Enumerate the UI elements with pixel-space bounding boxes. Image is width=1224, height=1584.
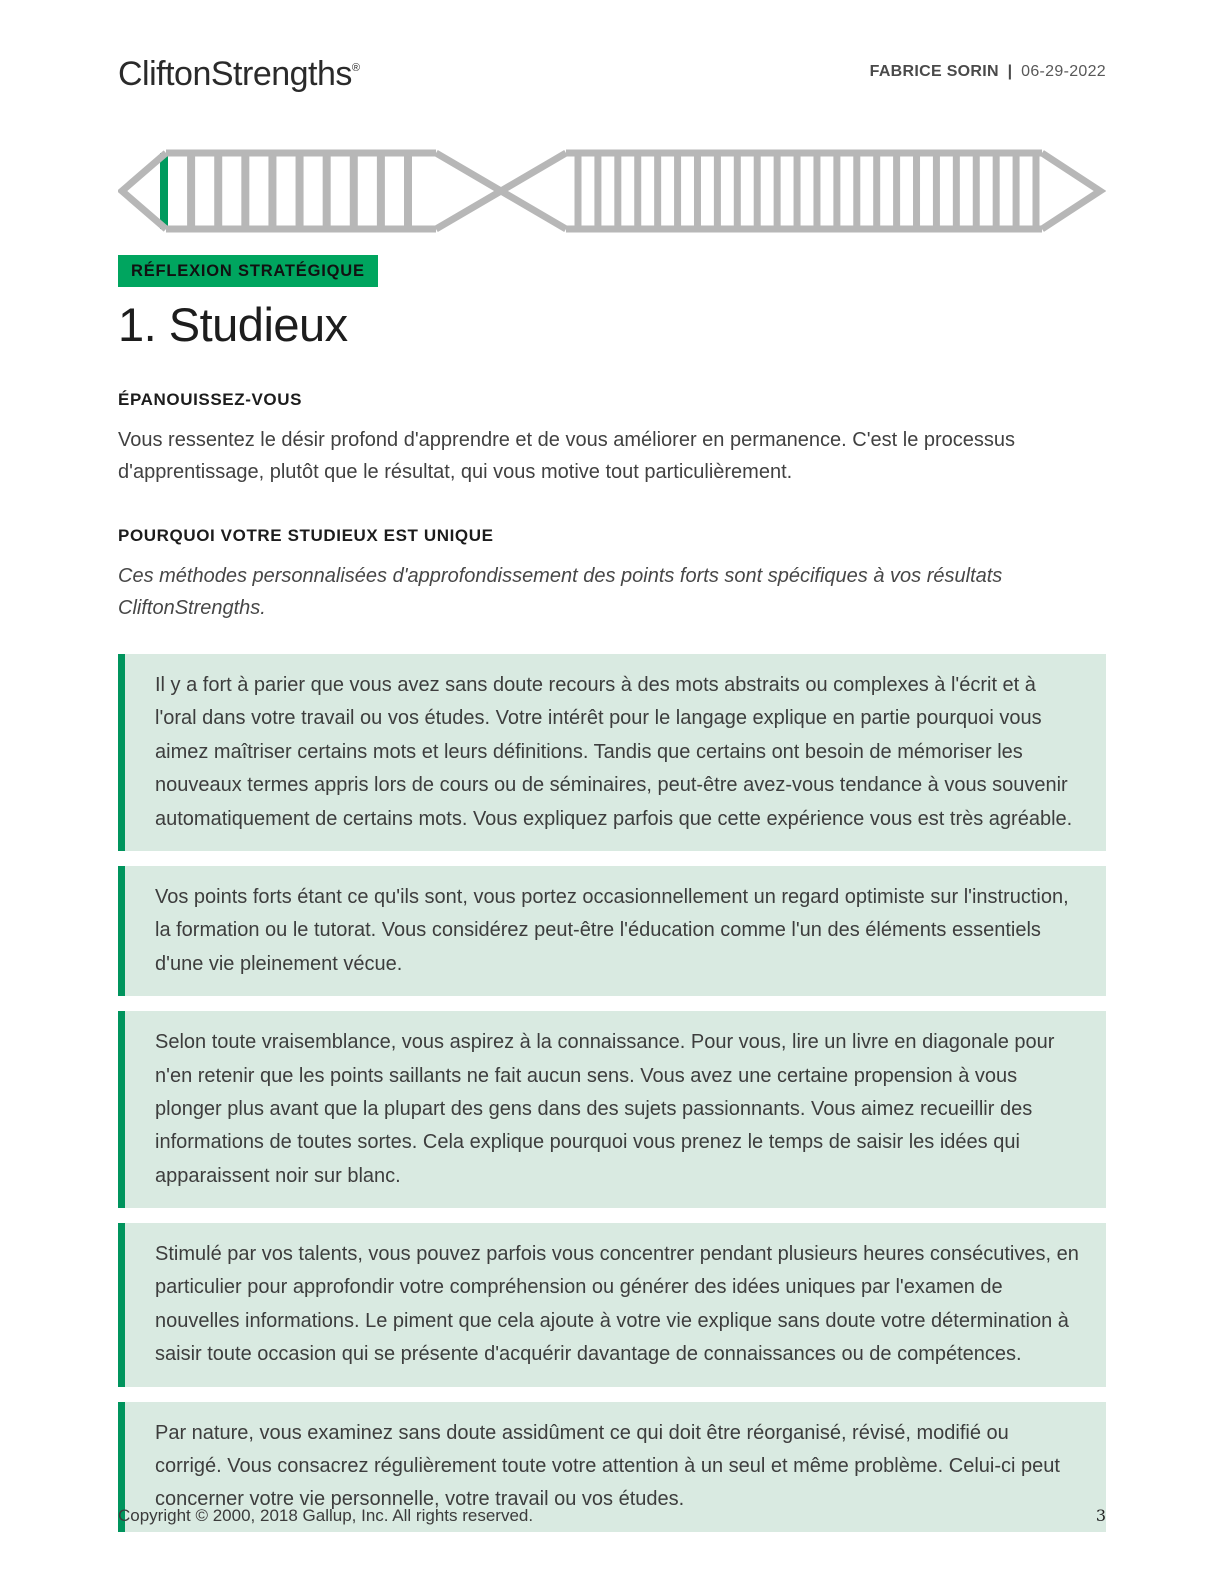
section-body-unique: Ces méthodes personnalisées d'approfondissement des points forts sont spécifiques à vos résultats CliftonStrengths. <box>118 565 1003 619</box>
section-heading-unique: POURQUOI VOTRE STUDIEUX EST UNIQUE <box>118 526 494 545</box>
page-number: 3 <box>1095 1506 1106 1525</box>
header-separator: | <box>1007 63 1013 80</box>
strengths-ribbon <box>118 146 1106 241</box>
domain-badge: RÉFLEXION STRATÉGIQUE <box>118 255 378 287</box>
insight-box-2 <box>118 866 1106 996</box>
insight-box-5-text: Par nature, vous examinez sans doute assidûment ce qui doit être réorganisé, révisé, modifié ou corrigé. Vous consacrez régulièrement toute votre attention à un seul et même problème. Celui-ci peut concerner votre vie personnelle, votre travail ou vos études. <box>155 1421 1060 1511</box>
insight-box-3 <box>118 1011 1106 1208</box>
logo-text: CliftonStrengths <box>118 55 352 93</box>
insight-box-list <box>118 654 1106 1532</box>
insight-box-2-text: Vos points forts étant ce qu'ils sont, vous portez occasionnellement un regard optimiste sur l'instruction, la formation ou le tutorat. Vous considérez peut-être l'éducation comme l'un des éléments essentiels d'une vie pleinement vécue. <box>155 885 1069 975</box>
section-body-thrive: Vous ressentez le désir profond d'apprendre et de vous améliorer en permanence. C'est le processus d'apprentissage, plutôt que le résultat, qui vous motive tout particulièrement. <box>118 429 1016 483</box>
section-heading-thrive: ÉPANOUISSEZ-VOUS <box>118 390 303 409</box>
insight-box-1-text: Il y a fort à parier que vous avez sans doute recours à des mots abstraits ou complexes à l'écrit et à l'oral dans votre travail ou vos études. Votre intérêt pour le langage explique en partie pourquoi vous aimez maîtriser certains mots et leurs définitions. Tandis que certains ont besoin de mémoriser les nouveaux termes appris lors de cours ou de séminaires, peut-être avez-vous tendance à vous souvenir automatiquement de certains mots. Vous expliquez parfois que cette expérience vous est très agréable. <box>155 674 1073 830</box>
insight-box-4 <box>118 1223 1106 1387</box>
registered-trademark-mark: ® <box>351 62 360 74</box>
copyright-notice: Copyright © 2000, 2018 Gallup, Inc. All rights reserved. <box>118 1506 534 1525</box>
cliftonstrengths-logo <box>118 55 360 94</box>
dna-ribbon-graphic <box>118 146 1106 236</box>
insight-box-1 <box>118 654 1106 851</box>
report-owner-and-date <box>870 63 1106 81</box>
person-name: FABRICE SORIN <box>869 63 999 80</box>
insight-box-4-text: Stimulé par vos talents, vous pouvez parfois vous concentrer pendant plusieurs heures consécutives, en particulier pour approfondir votre compréhension ou générer des idées uniques par l'examen de nouvelles informations. Le piment que cela ajoute à votre vie explique sans doute votre détermination à saisir toute occasion qui se présente d'acquérir davantage de connaissances ou de compétences. <box>155 1243 1079 1366</box>
theme-title: 1. Studieux <box>118 298 348 351</box>
report-date: 06-29-2022 <box>1021 63 1106 80</box>
page-footer <box>118 1506 1106 1526</box>
page-header <box>118 55 1106 94</box>
insight-box-3-text: Selon toute vraisemblance, vous aspirez à la connaissance. Pour vous, lire un livre en diagonale pour n'en retenir que les points saillants ne fait aucun sens. Vous avez une certaine propension à vous plonger plus avant que la plupart des gens dans des sujets passionnants. Vous aimez recueillir des informations de toutes sortes. Cela explique pourquoi vous prenez le temps de saisir les idées qui apparaissent noir sur blanc. <box>155 1031 1055 1187</box>
